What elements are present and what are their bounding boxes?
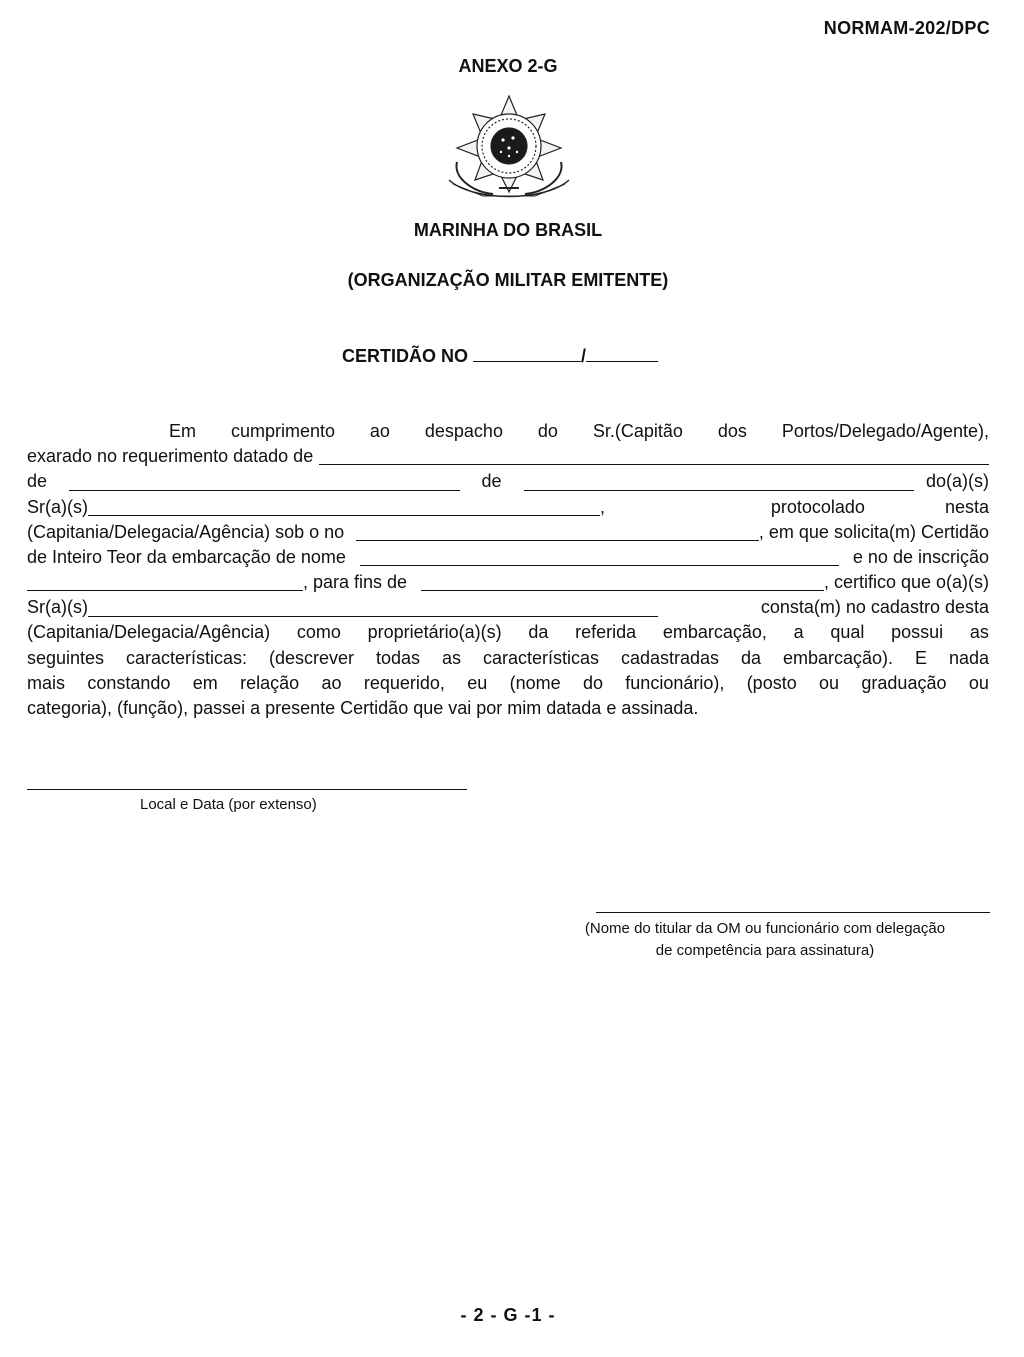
body-line-12: categoria), (função), passei a presente Certidão que vai por mim datada e assinada. bbox=[27, 698, 699, 719]
body-line-8: Sr(a)(s) consta(m) no cadastro desta bbox=[27, 597, 989, 618]
body-line-1: Em cumprimento ao despacho do Sr.(Capitão dos Portos/Delegado/Agente), bbox=[169, 420, 989, 441]
body-line-6: de Inteiro Teor da embarcação de nome e no de inscrição bbox=[27, 546, 989, 567]
certificate-number-line bbox=[342, 345, 658, 367]
body-line-5: (Capitania/Delegacia/Agência) sob o no , em que solicita(m) Certidão bbox=[27, 521, 989, 542]
body-line-4: Sr(a)(s) , protocolado nesta bbox=[27, 496, 989, 517]
place-date-label: Local e Data (por extenso) bbox=[140, 796, 317, 813]
certificate-number-blank[interactable] bbox=[473, 345, 581, 362]
issuer-organization: (ORGANIZAÇÃO MILITAR EMITENTE) bbox=[347, 270, 669, 290]
signer-signature-line[interactable] bbox=[596, 912, 990, 913]
request-month-blank[interactable] bbox=[524, 474, 914, 491]
request-date-blank[interactable] bbox=[319, 448, 989, 465]
certificate-label: CERTIDÃO NO bbox=[342, 346, 468, 366]
body-line-11: mais constando em relação ao requerido, eu (nome do funcionário), (posto ou graduação ou bbox=[27, 672, 989, 693]
requester-name-blank[interactable] bbox=[88, 499, 600, 516]
certificate-year-blank[interactable] bbox=[586, 345, 658, 362]
vessel-name-blank[interactable] bbox=[360, 549, 839, 566]
body-line-7: , para fins de , certifico que o(a)(s) bbox=[27, 570, 989, 595]
owner-name-blank[interactable] bbox=[88, 600, 658, 617]
body-line-9: (Capitania/Delegacia/Agência) como proprietário(a)(s) da referida embarcação, a qual possui as bbox=[27, 622, 989, 643]
certificate-separator: / bbox=[581, 346, 587, 366]
signer-label bbox=[530, 918, 1000, 962]
body-line-3: de de do(a)(s) bbox=[27, 471, 990, 492]
place-date-signature-line[interactable] bbox=[27, 789, 467, 790]
request-day-blank[interactable] bbox=[69, 474, 459, 491]
protocol-number-blank[interactable] bbox=[356, 524, 759, 541]
signer-label-line-2: de competência para assinatura) bbox=[655, 942, 875, 959]
coat-of-arms-brazil-icon bbox=[443, 92, 576, 204]
document-code: NORMAM-202/DPC bbox=[823, 18, 990, 38]
organization-name: MARINHA DO BRASIL bbox=[413, 220, 603, 240]
purpose-blank[interactable] bbox=[421, 574, 824, 591]
registration-number-blank[interactable] bbox=[27, 574, 303, 591]
body-line-2: exarado no requerimento datado de bbox=[27, 444, 989, 469]
page-number: - 2 - G -1 - bbox=[460, 1305, 556, 1325]
certificate-body bbox=[27, 419, 989, 721]
body-line-10: seguintes características: (descrever todas as características cadastradas da embarcação). E nada bbox=[27, 647, 989, 668]
signer-label-line-1: (Nome do titular da OM ou funcionário com delegação bbox=[584, 920, 946, 937]
annex-title: ANEXO 2-G bbox=[458, 56, 558, 76]
